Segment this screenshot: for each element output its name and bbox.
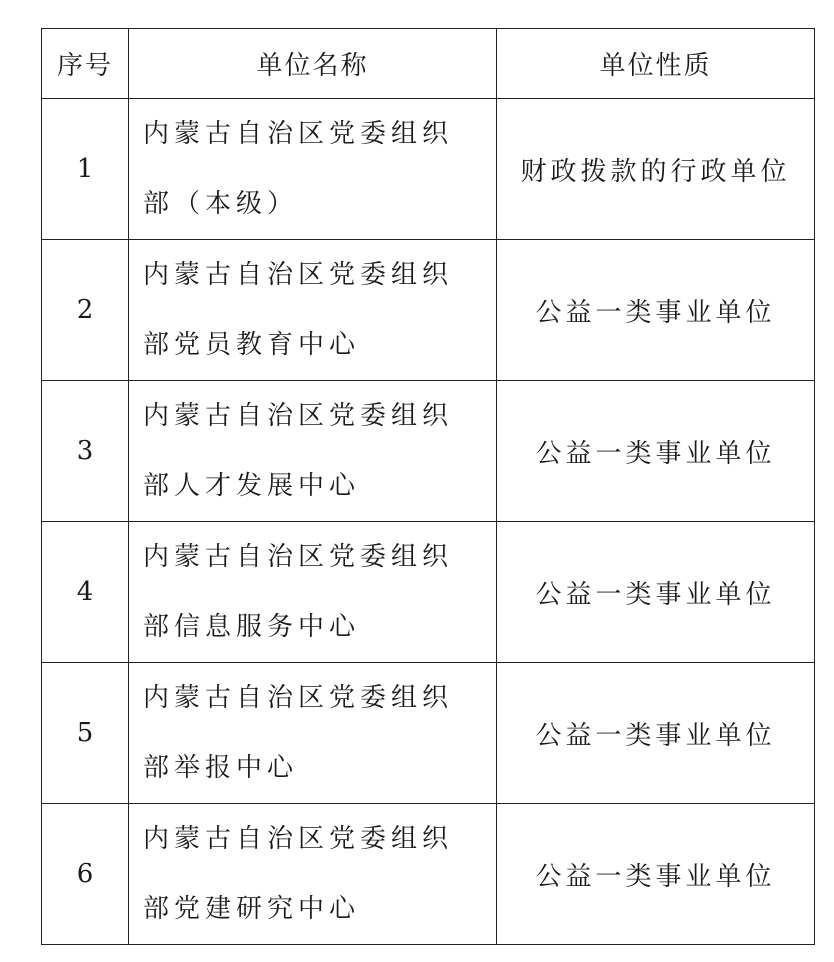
table-row bbox=[42, 99, 815, 240]
table-row bbox=[42, 522, 815, 663]
table-header-row bbox=[42, 29, 815, 99]
serial-number-cell: 1 bbox=[42, 99, 129, 240]
unit-nature-cell: 财政拨款的行政单位 bbox=[497, 99, 815, 240]
serial-number-cell: 5 bbox=[42, 663, 129, 804]
unit-nature-cell: 公益一类事业单位 bbox=[497, 240, 815, 381]
unit-name-cell bbox=[129, 381, 497, 522]
header-unit-nature: 单位性质 bbox=[497, 29, 815, 99]
unit-name-line-1: 内蒙古自治区党委组织 bbox=[143, 542, 454, 572]
units-table bbox=[41, 28, 815, 945]
unit-name-cell bbox=[129, 240, 497, 381]
unit-name-cell bbox=[129, 522, 497, 663]
unit-nature-cell: 公益一类事业单位 bbox=[497, 663, 815, 804]
unit-name-cell bbox=[129, 99, 497, 240]
table-row bbox=[42, 804, 815, 945]
table-row bbox=[42, 663, 815, 804]
unit-name-line-2: 部（本级） bbox=[143, 189, 299, 219]
serial-number-cell: 4 bbox=[42, 522, 129, 663]
unit-name-line-2: 部党员教育中心 bbox=[143, 330, 361, 360]
unit-name-cell bbox=[129, 663, 497, 804]
unit-name-line-2: 部人才发展中心 bbox=[143, 471, 361, 501]
unit-nature-cell: 公益一类事业单位 bbox=[497, 804, 815, 945]
header-serial-number: 序号 bbox=[42, 29, 129, 99]
unit-nature-cell: 公益一类事业单位 bbox=[497, 381, 815, 522]
unit-name-line-1: 内蒙古自治区党委组织 bbox=[143, 260, 454, 290]
unit-nature-cell: 公益一类事业单位 bbox=[497, 522, 815, 663]
serial-number-cell: 3 bbox=[42, 381, 129, 522]
unit-name-line-1: 内蒙古自治区党委组织 bbox=[143, 119, 454, 149]
serial-number-cell: 6 bbox=[42, 804, 129, 945]
serial-number-cell: 2 bbox=[42, 240, 129, 381]
table-row bbox=[42, 240, 815, 381]
header-unit-name: 单位名称 bbox=[129, 29, 497, 99]
unit-name-cell bbox=[129, 804, 497, 945]
unit-name-line-2: 部党建研究中心 bbox=[143, 894, 361, 924]
unit-name-line-1: 内蒙古自治区党委组织 bbox=[143, 824, 454, 854]
unit-name-line-2: 部举报中心 bbox=[143, 753, 299, 783]
unit-name-line-1: 内蒙古自治区党委组织 bbox=[143, 683, 454, 713]
unit-name-line-2: 部信息服务中心 bbox=[143, 612, 361, 642]
table-row bbox=[42, 381, 815, 522]
unit-name-line-1: 内蒙古自治区党委组织 bbox=[143, 401, 454, 431]
